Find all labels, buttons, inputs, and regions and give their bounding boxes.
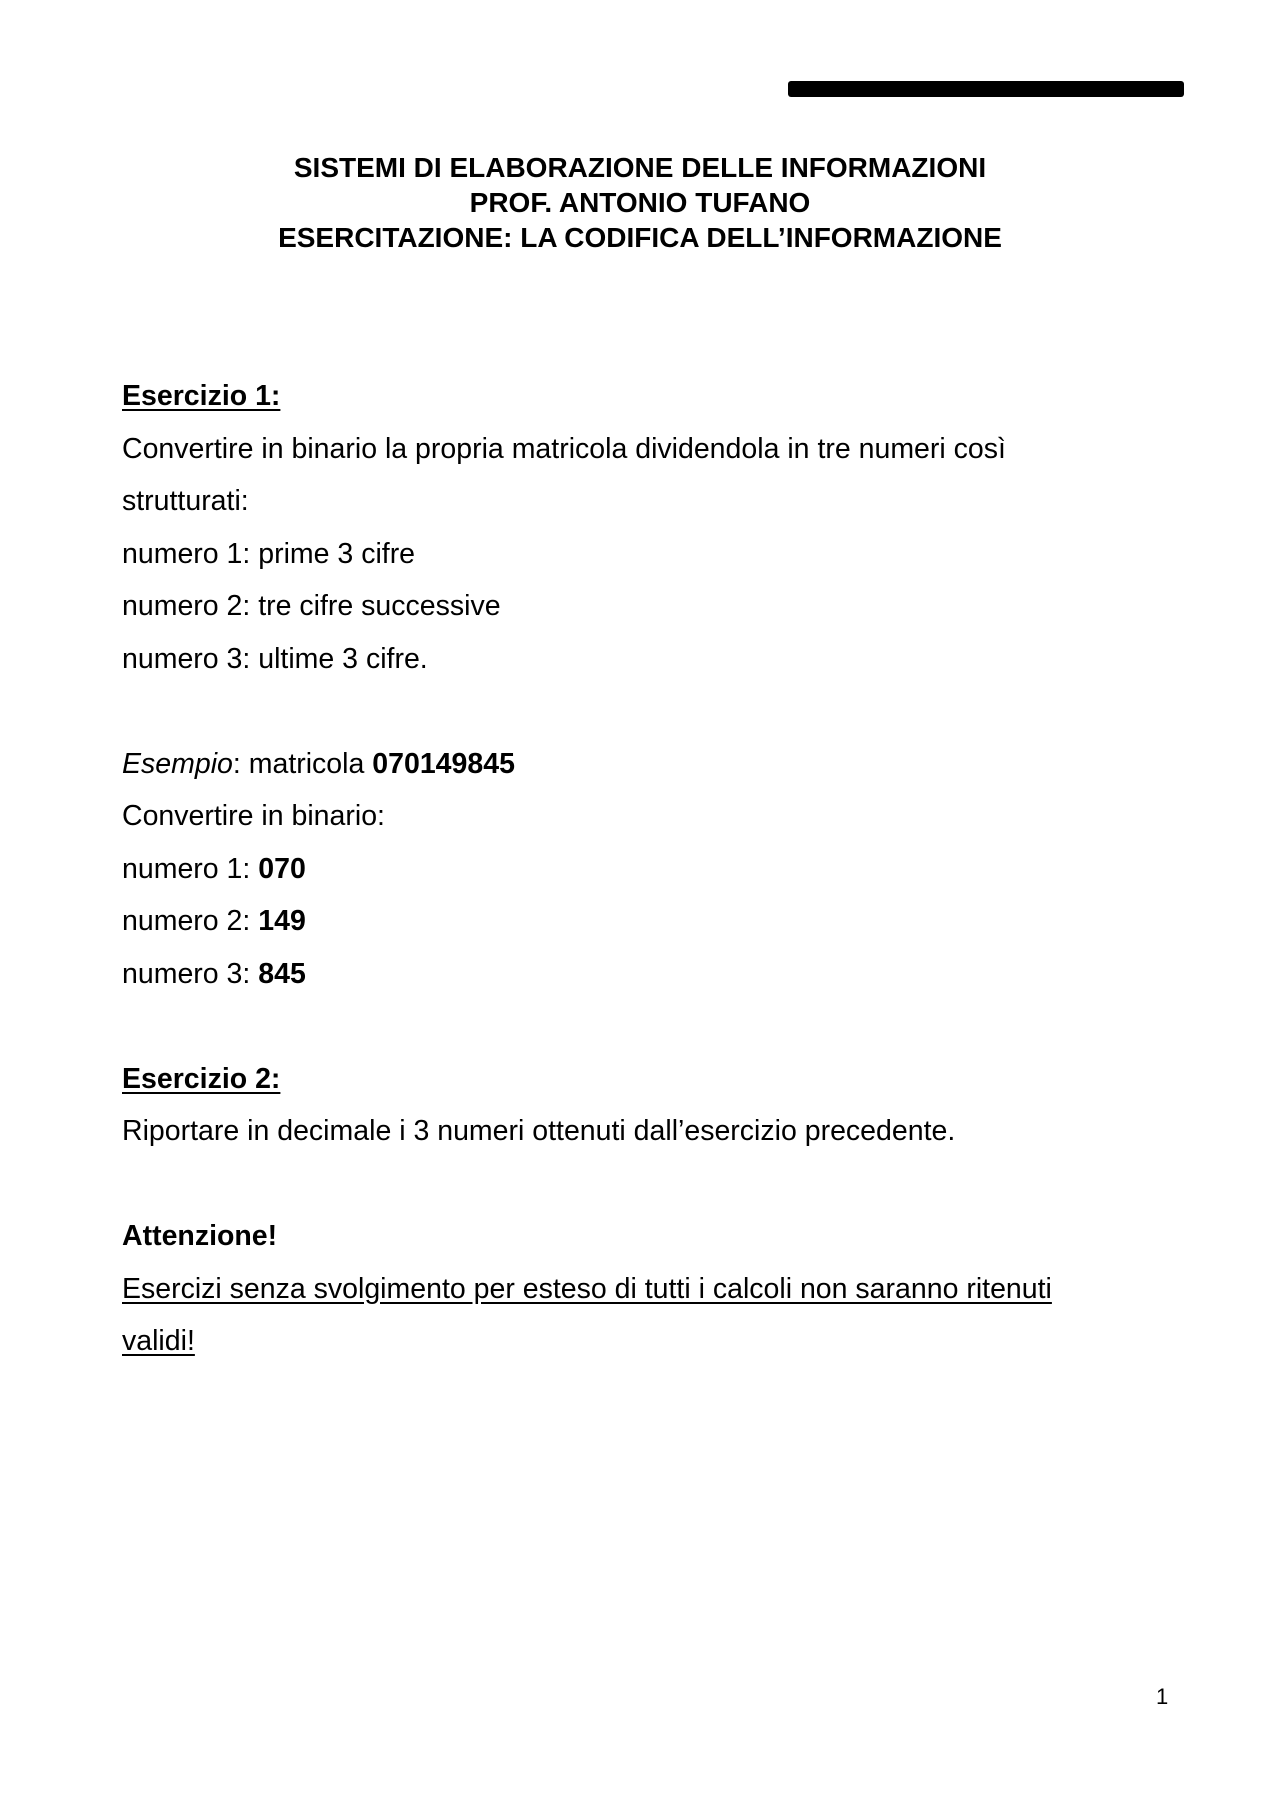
warning-line2: validi! — [122, 1325, 195, 1357]
document-body — [122, 370, 1142, 1368]
example-item-label: numero 2: — [122, 905, 259, 937]
example-item-label: numero 1: — [122, 852, 259, 885]
example-matricola: 070149845 — [372, 747, 515, 780]
example-line — [122, 738, 1142, 791]
exercise1-item-3: numero 3: ultime 3 cifre. — [122, 642, 428, 675]
example-text: : matricola — [232, 747, 373, 780]
exercise1-intro-line2: strutturati: — [122, 485, 249, 517]
exercise1-heading: Esercizio 1: — [122, 380, 281, 412]
example-item-value: 149 — [258, 905, 306, 937]
warning-title: Attenzione! — [122, 1220, 278, 1252]
example-item-2 — [122, 895, 1142, 948]
exercise2-heading: Esercizio 2: — [122, 1062, 281, 1095]
example-item-3 — [122, 948, 1142, 1001]
exercise1-item-2: numero 2: tre cifre successive — [122, 590, 501, 622]
exercise2-text: Riportare in decimale i 3 numeri ottenuti dall’esercizio precedente. — [122, 1115, 956, 1147]
document-header — [0, 150, 1280, 255]
exercise1-item-1: numero 1: prime 3 cifre — [122, 537, 416, 570]
header-professor: PROF. ANTONIO TUFANO — [469, 187, 811, 218]
example-label: Esempio — [122, 747, 233, 780]
warning-line1: Esercizi senza svolgimento per esteso di tutti i calcoli non saranno ritenuti — [122, 1272, 1052, 1305]
example-item-label: numero 3: — [122, 957, 259, 990]
example-item-value: 070 — [258, 852, 306, 885]
redaction-bar — [788, 81, 1184, 97]
header-exercise-title: ESERCITAZIONE: LA CODIFICA DELL’INFORMAZIONE — [278, 222, 1002, 253]
example-item-value: 845 — [258, 957, 306, 990]
exercise1-intro-line1: Convertire in binario la propria matricola dividendola in tre numeri così — [122, 432, 1006, 465]
convert-label: Convertire in binario: — [122, 800, 385, 832]
example-item-1 — [122, 843, 1142, 896]
page-number: 1 — [1156, 1684, 1169, 1709]
header-course-title: SISTEMI DI ELABORAZIONE DELLE INFORMAZIONI — [293, 152, 987, 183]
